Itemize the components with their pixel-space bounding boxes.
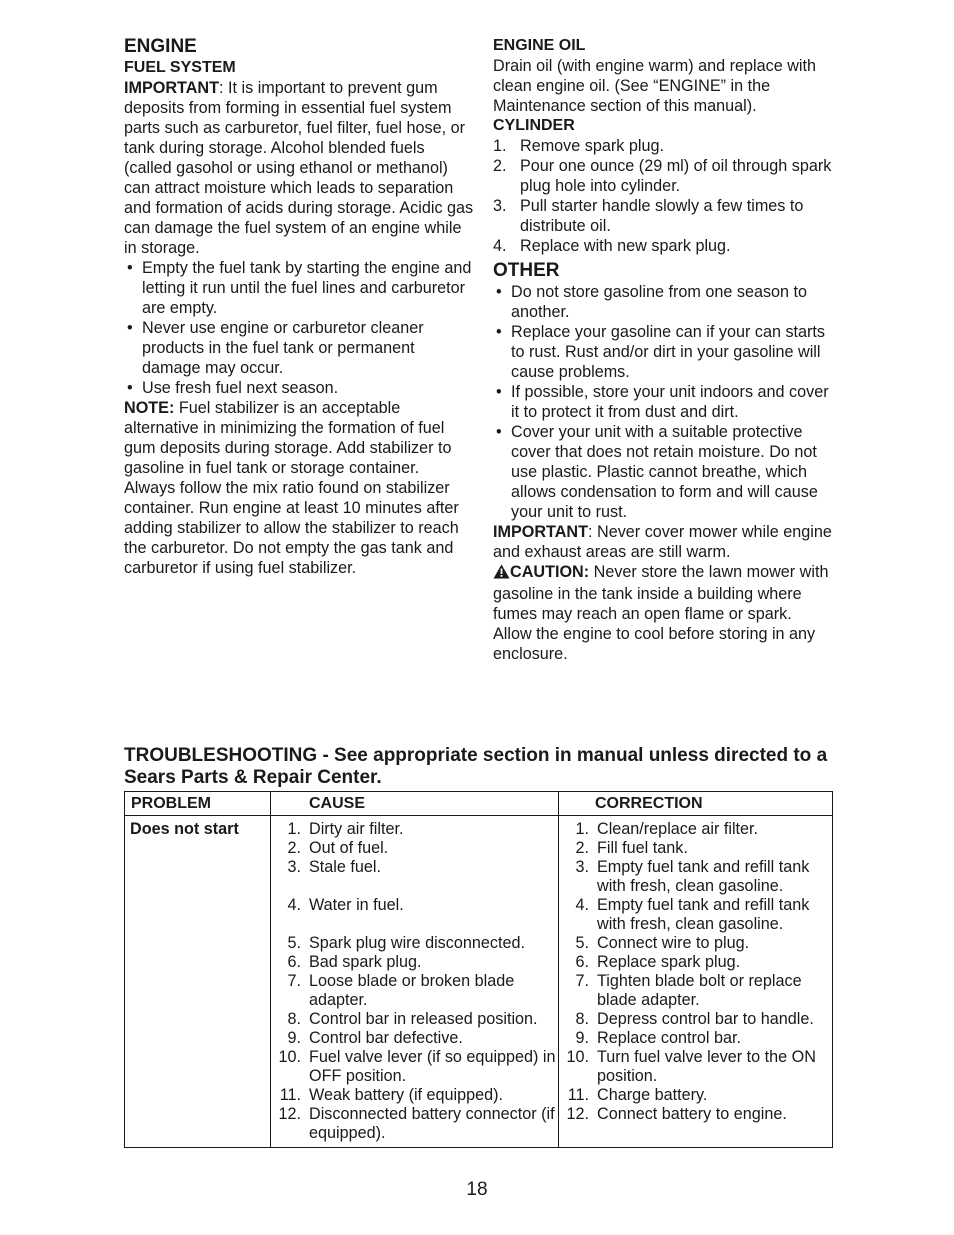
item-text: Empty fuel tank and refill tank with fresh, clean gasoline. bbox=[597, 858, 810, 895]
problem-cell bbox=[125, 816, 271, 1148]
note-label: NOTE: bbox=[124, 399, 175, 417]
correction-header: CORRECTION bbox=[559, 792, 833, 816]
cylinder-steps bbox=[493, 136, 833, 256]
step-number: 2. bbox=[493, 157, 507, 175]
important-warm-paragraph bbox=[493, 522, 833, 562]
item-text: Turn fuel valve lever to the ON position. bbox=[597, 1048, 816, 1085]
page-number: 18 bbox=[466, 1179, 488, 1200]
step-number: 4. bbox=[493, 237, 507, 255]
list-item bbox=[493, 196, 833, 236]
list-item bbox=[271, 1048, 558, 1086]
list-item: • Do not store gasoline from one season to another. bbox=[493, 282, 833, 322]
item-text: Loose blade or broken blade adapter. bbox=[309, 972, 515, 1009]
list-item bbox=[493, 136, 833, 156]
item-number: 12. bbox=[566, 1105, 589, 1123]
item-number: 5. bbox=[287, 934, 301, 952]
list-item bbox=[559, 1010, 832, 1029]
item-number: 12. bbox=[278, 1105, 301, 1123]
list-item bbox=[559, 858, 832, 896]
item-number: 3. bbox=[575, 858, 589, 876]
item-number: 11. bbox=[567, 1086, 589, 1104]
troubleshooting-title: TROUBLESHOOTING - See appropriate section in manual unless directed to a Sears Parts & Repair Center. bbox=[124, 745, 828, 788]
correction-list bbox=[559, 820, 832, 1124]
step-text: Replace with new spark plug. bbox=[520, 237, 731, 255]
list-item: • Cover your unit with a suitable protective cover that does not retain moisture. Do not use plastic. Plastic cannot breathe, which allows condensation to form and will cause your unit to rust. bbox=[493, 422, 833, 522]
caution-paragraph bbox=[493, 562, 833, 664]
important-label: IMPORTANT bbox=[493, 523, 589, 541]
caution-label: CAUTION: bbox=[510, 563, 590, 581]
item-number: 10. bbox=[278, 1048, 301, 1066]
item-text: Dirty air filter. bbox=[309, 820, 404, 838]
fuel-system-heading: FUEL SYSTEM bbox=[124, 59, 236, 76]
engine-oil-heading: ENGINE OIL bbox=[493, 37, 586, 54]
item-text: Fill fuel tank. bbox=[597, 839, 688, 857]
item-number: 8. bbox=[287, 1010, 301, 1028]
list-item bbox=[271, 1105, 558, 1143]
item-text: Clean/replace air filter. bbox=[597, 820, 759, 838]
item-number: 3. bbox=[287, 858, 301, 876]
list-item bbox=[559, 839, 832, 858]
correction-cell bbox=[559, 816, 833, 1148]
important-text: : Never cover mower while engine and exhaust areas are still warm. bbox=[493, 523, 832, 561]
cylinder-heading: CYLINDER bbox=[493, 117, 575, 134]
item-text: Connect battery to engine. bbox=[597, 1105, 787, 1123]
note-text: Fuel stabilizer is an acceptable alternative in minimizing the formation of fuel gum deposits during storage. Add stabilizer to gasoline in fuel tank or storage container. Always follow the mix ratio found on stabilizer container. Run engine at least 10 minutes after adding stabilizer to allow the stabilizer to reach the carburetor. Do not empty the gas tank and carburetor if using fuel stabilizer. bbox=[124, 399, 459, 577]
item-text: Out of fuel. bbox=[309, 839, 389, 857]
engine-oil-text: Drain oil (with engine warm) and replace with clean engine oil. (See “ENGINE” in the Maintenance section of this manual). bbox=[493, 57, 816, 115]
left-column bbox=[124, 36, 474, 578]
fuel-important-paragraph bbox=[124, 78, 474, 258]
step-number: 3. bbox=[493, 197, 507, 215]
item-number: 10. bbox=[566, 1048, 589, 1066]
warning-triangle-icon bbox=[493, 564, 510, 584]
item-number: 9. bbox=[575, 1029, 589, 1047]
item-number: 2. bbox=[287, 839, 301, 857]
cause-cell bbox=[271, 816, 559, 1148]
item-text: Tighten blade bolt or replace blade adapter. bbox=[597, 972, 802, 1009]
list-item bbox=[271, 839, 558, 858]
list-item: • If possible, store your unit indoors and cover it to protect it from dust and dirt. bbox=[493, 382, 833, 422]
list-item bbox=[271, 858, 558, 877]
item-text: Control bar in released position. bbox=[309, 1010, 538, 1028]
step-text: Remove spark plug. bbox=[520, 137, 664, 155]
list-item: • Use fresh fuel next season. bbox=[124, 378, 474, 398]
item-number: 2. bbox=[575, 839, 589, 857]
step-text: Pour one ounce (29 ml) of oil through spark plug hole into cylinder. bbox=[520, 157, 832, 195]
troubleshooting-table bbox=[124, 791, 833, 1148]
item-text: Depress control bar to handle. bbox=[597, 1010, 814, 1028]
list-item bbox=[559, 953, 832, 972]
item-number: 11. bbox=[279, 1086, 301, 1104]
list-item: • Replace your gasoline can if your can starts to rust. Rust and/or dirt in your gasoline will cause problems. bbox=[493, 322, 833, 382]
item-number: 8. bbox=[575, 1010, 589, 1028]
item-text: Fuel valve lever (if so equipped) in OFF position. bbox=[309, 1048, 556, 1085]
item-text: Water in fuel. bbox=[309, 896, 404, 914]
item-number: 4. bbox=[287, 896, 301, 914]
table-header-row bbox=[125, 792, 833, 816]
cause-header: CAUSE bbox=[271, 792, 559, 816]
problem-header: PROBLEM bbox=[125, 792, 271, 816]
list-item bbox=[559, 934, 832, 953]
list-item bbox=[559, 1086, 832, 1105]
list-item bbox=[271, 1029, 558, 1048]
list-item bbox=[493, 236, 833, 256]
item-text: Spark plug wire disconnected. bbox=[309, 934, 525, 952]
list-item bbox=[271, 972, 558, 1010]
list-item bbox=[271, 934, 558, 953]
list-item bbox=[493, 156, 833, 196]
item-text: Bad spark plug. bbox=[309, 953, 422, 971]
item-number: 5. bbox=[575, 934, 589, 952]
cause-list bbox=[271, 820, 558, 1143]
item-text: Weak battery (if equipped). bbox=[309, 1086, 504, 1104]
item-number: 6. bbox=[575, 953, 589, 971]
list-item bbox=[559, 1105, 832, 1124]
item-text: Control bar defective. bbox=[309, 1029, 463, 1047]
right-column bbox=[493, 36, 833, 664]
item-number: 9. bbox=[287, 1029, 301, 1047]
list-item bbox=[271, 896, 558, 915]
list-item bbox=[271, 820, 558, 839]
item-number: 7. bbox=[575, 972, 589, 990]
step-number: 1. bbox=[493, 137, 507, 155]
item-number: 1. bbox=[575, 820, 589, 838]
item-text: Disconnected battery connector (if equipped). bbox=[309, 1105, 555, 1142]
list-item bbox=[559, 896, 832, 934]
list-item bbox=[559, 1029, 832, 1048]
other-bullet-list bbox=[493, 282, 833, 522]
list-item: • Never use engine or carburetor cleaner products in the fuel tank or permanent damage may occur. bbox=[124, 318, 474, 378]
list-item bbox=[559, 820, 832, 839]
problem-text: Does not start bbox=[130, 820, 239, 838]
item-number: 6. bbox=[287, 953, 301, 971]
note-paragraph bbox=[124, 398, 474, 578]
item-text: Stale fuel. bbox=[309, 858, 381, 876]
item-text: Connect wire to plug. bbox=[597, 934, 750, 952]
caution-text: Never store the lawn mower with gasoline in the tank inside a building where fumes may reach an open flame or spark. Allow the engine to cool before storing in any enclosure. bbox=[493, 563, 829, 663]
step-text: Pull starter handle slowly a few times to distribute oil. bbox=[520, 197, 804, 235]
list-item bbox=[271, 1086, 558, 1105]
item-text: Empty fuel tank and refill tank with fresh, clean gasoline. bbox=[597, 896, 810, 933]
list-item bbox=[271, 953, 558, 972]
list-item: • Empty the fuel tank by starting the engine and letting it run until the fuel lines and carburetor are empty. bbox=[124, 258, 474, 318]
list-item bbox=[271, 1010, 558, 1029]
item-text: Charge battery. bbox=[597, 1086, 708, 1104]
engine-heading: ENGINE bbox=[124, 36, 197, 57]
table-row bbox=[125, 816, 833, 1148]
important-label: IMPORTANT bbox=[124, 79, 220, 97]
fuel-bullet-list bbox=[124, 258, 474, 398]
list-item bbox=[559, 972, 832, 1010]
item-number: 7. bbox=[287, 972, 301, 990]
list-item bbox=[559, 1048, 832, 1086]
item-text: Replace control bar. bbox=[597, 1029, 741, 1047]
important-text: : It is important to prevent gum deposits from forming in essential fuel system parts such as carburetor, fuel filter, fuel hose, or tank during storage. Alcohol blended fuels (called gasohol or using ethanol or methanol) can attract moisture which leads to separation and formation of acids during storage. Acidic gas can damage the fuel system of an engine while in storage. bbox=[124, 79, 474, 257]
item-number: 1. bbox=[287, 820, 301, 838]
item-text: Replace spark plug. bbox=[597, 953, 741, 971]
other-heading: OTHER bbox=[493, 260, 560, 281]
item-number: 4. bbox=[575, 896, 589, 914]
